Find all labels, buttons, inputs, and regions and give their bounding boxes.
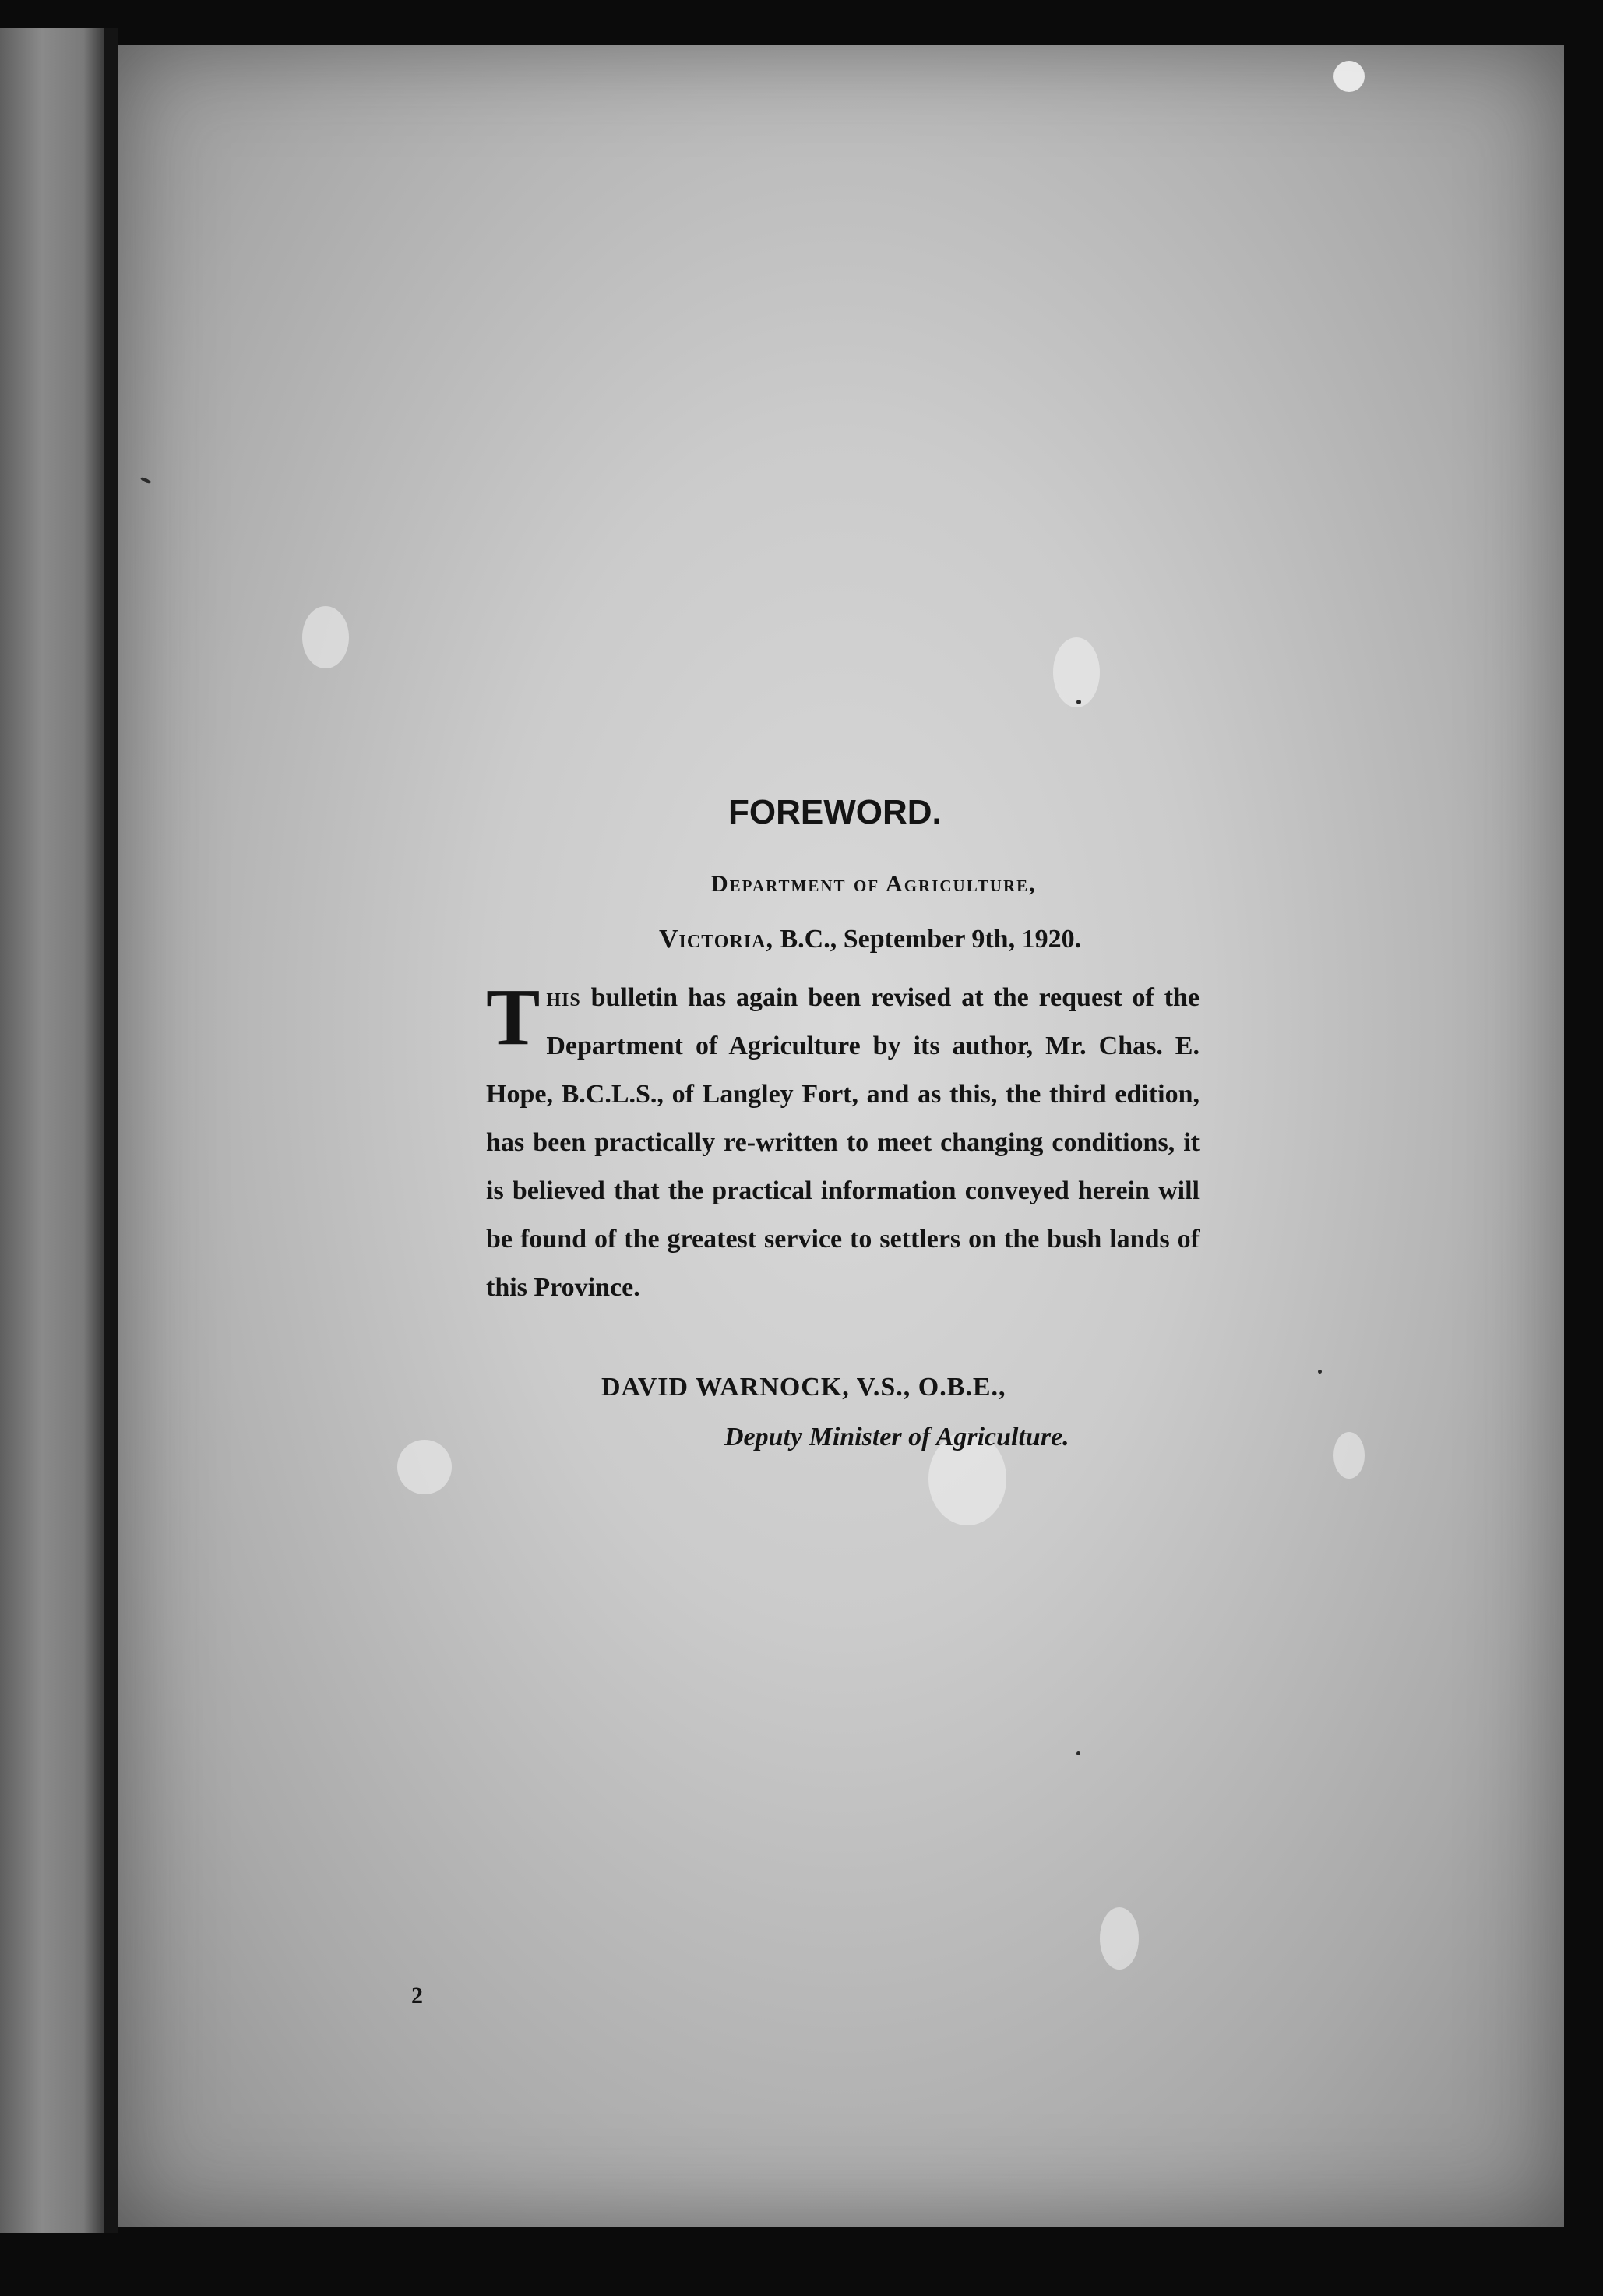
scan-blemish — [397, 1440, 452, 1494]
page-number: 2 — [411, 1983, 423, 2009]
dateline-place: Victoria, — [659, 925, 773, 954]
scan-blemish — [1100, 1907, 1139, 1970]
scan-dust — [140, 476, 152, 484]
previous-page-edge — [0, 28, 104, 2233]
dateline — [659, 925, 1081, 954]
scan-dust — [1318, 1370, 1322, 1374]
scan-dust — [1076, 1751, 1080, 1755]
scan-blemish — [1053, 637, 1100, 707]
department-line: Department of Agriculture, — [711, 871, 1037, 897]
foreword-paragraph: bulletin has again been revised at the request of the Department of Agriculture by its author, Mr. Chas. E. Hope, B.C.L.S., of Langley Fort, and as this, the third edition, has been practically re-written to meet changing conditions, it is believed that the practical information conveyed herein will be found of the greatest service to settlers on the bush lands of this Province. — [486, 983, 1200, 1302]
scan-blemish — [1333, 1432, 1365, 1479]
dateline-date: September 9th, 1920. — [843, 925, 1082, 954]
scan-blemish — [302, 606, 349, 668]
foreword-body — [486, 974, 1200, 1312]
lead-word: his — [546, 983, 581, 1012]
page-title: FOREWORD. — [728, 793, 942, 831]
signature-name: DAVID WARNOCK, V.S., O.B.E., — [601, 1373, 1006, 1402]
scan-blemish — [1333, 61, 1365, 92]
signature-position: Deputy Minister of Agriculture. — [724, 1423, 1069, 1451]
drop-cap: T — [486, 972, 541, 1062]
scan-dust — [1076, 700, 1081, 704]
dateline-province: B.C., — [780, 925, 837, 954]
page-gutter — [104, 28, 118, 2233]
